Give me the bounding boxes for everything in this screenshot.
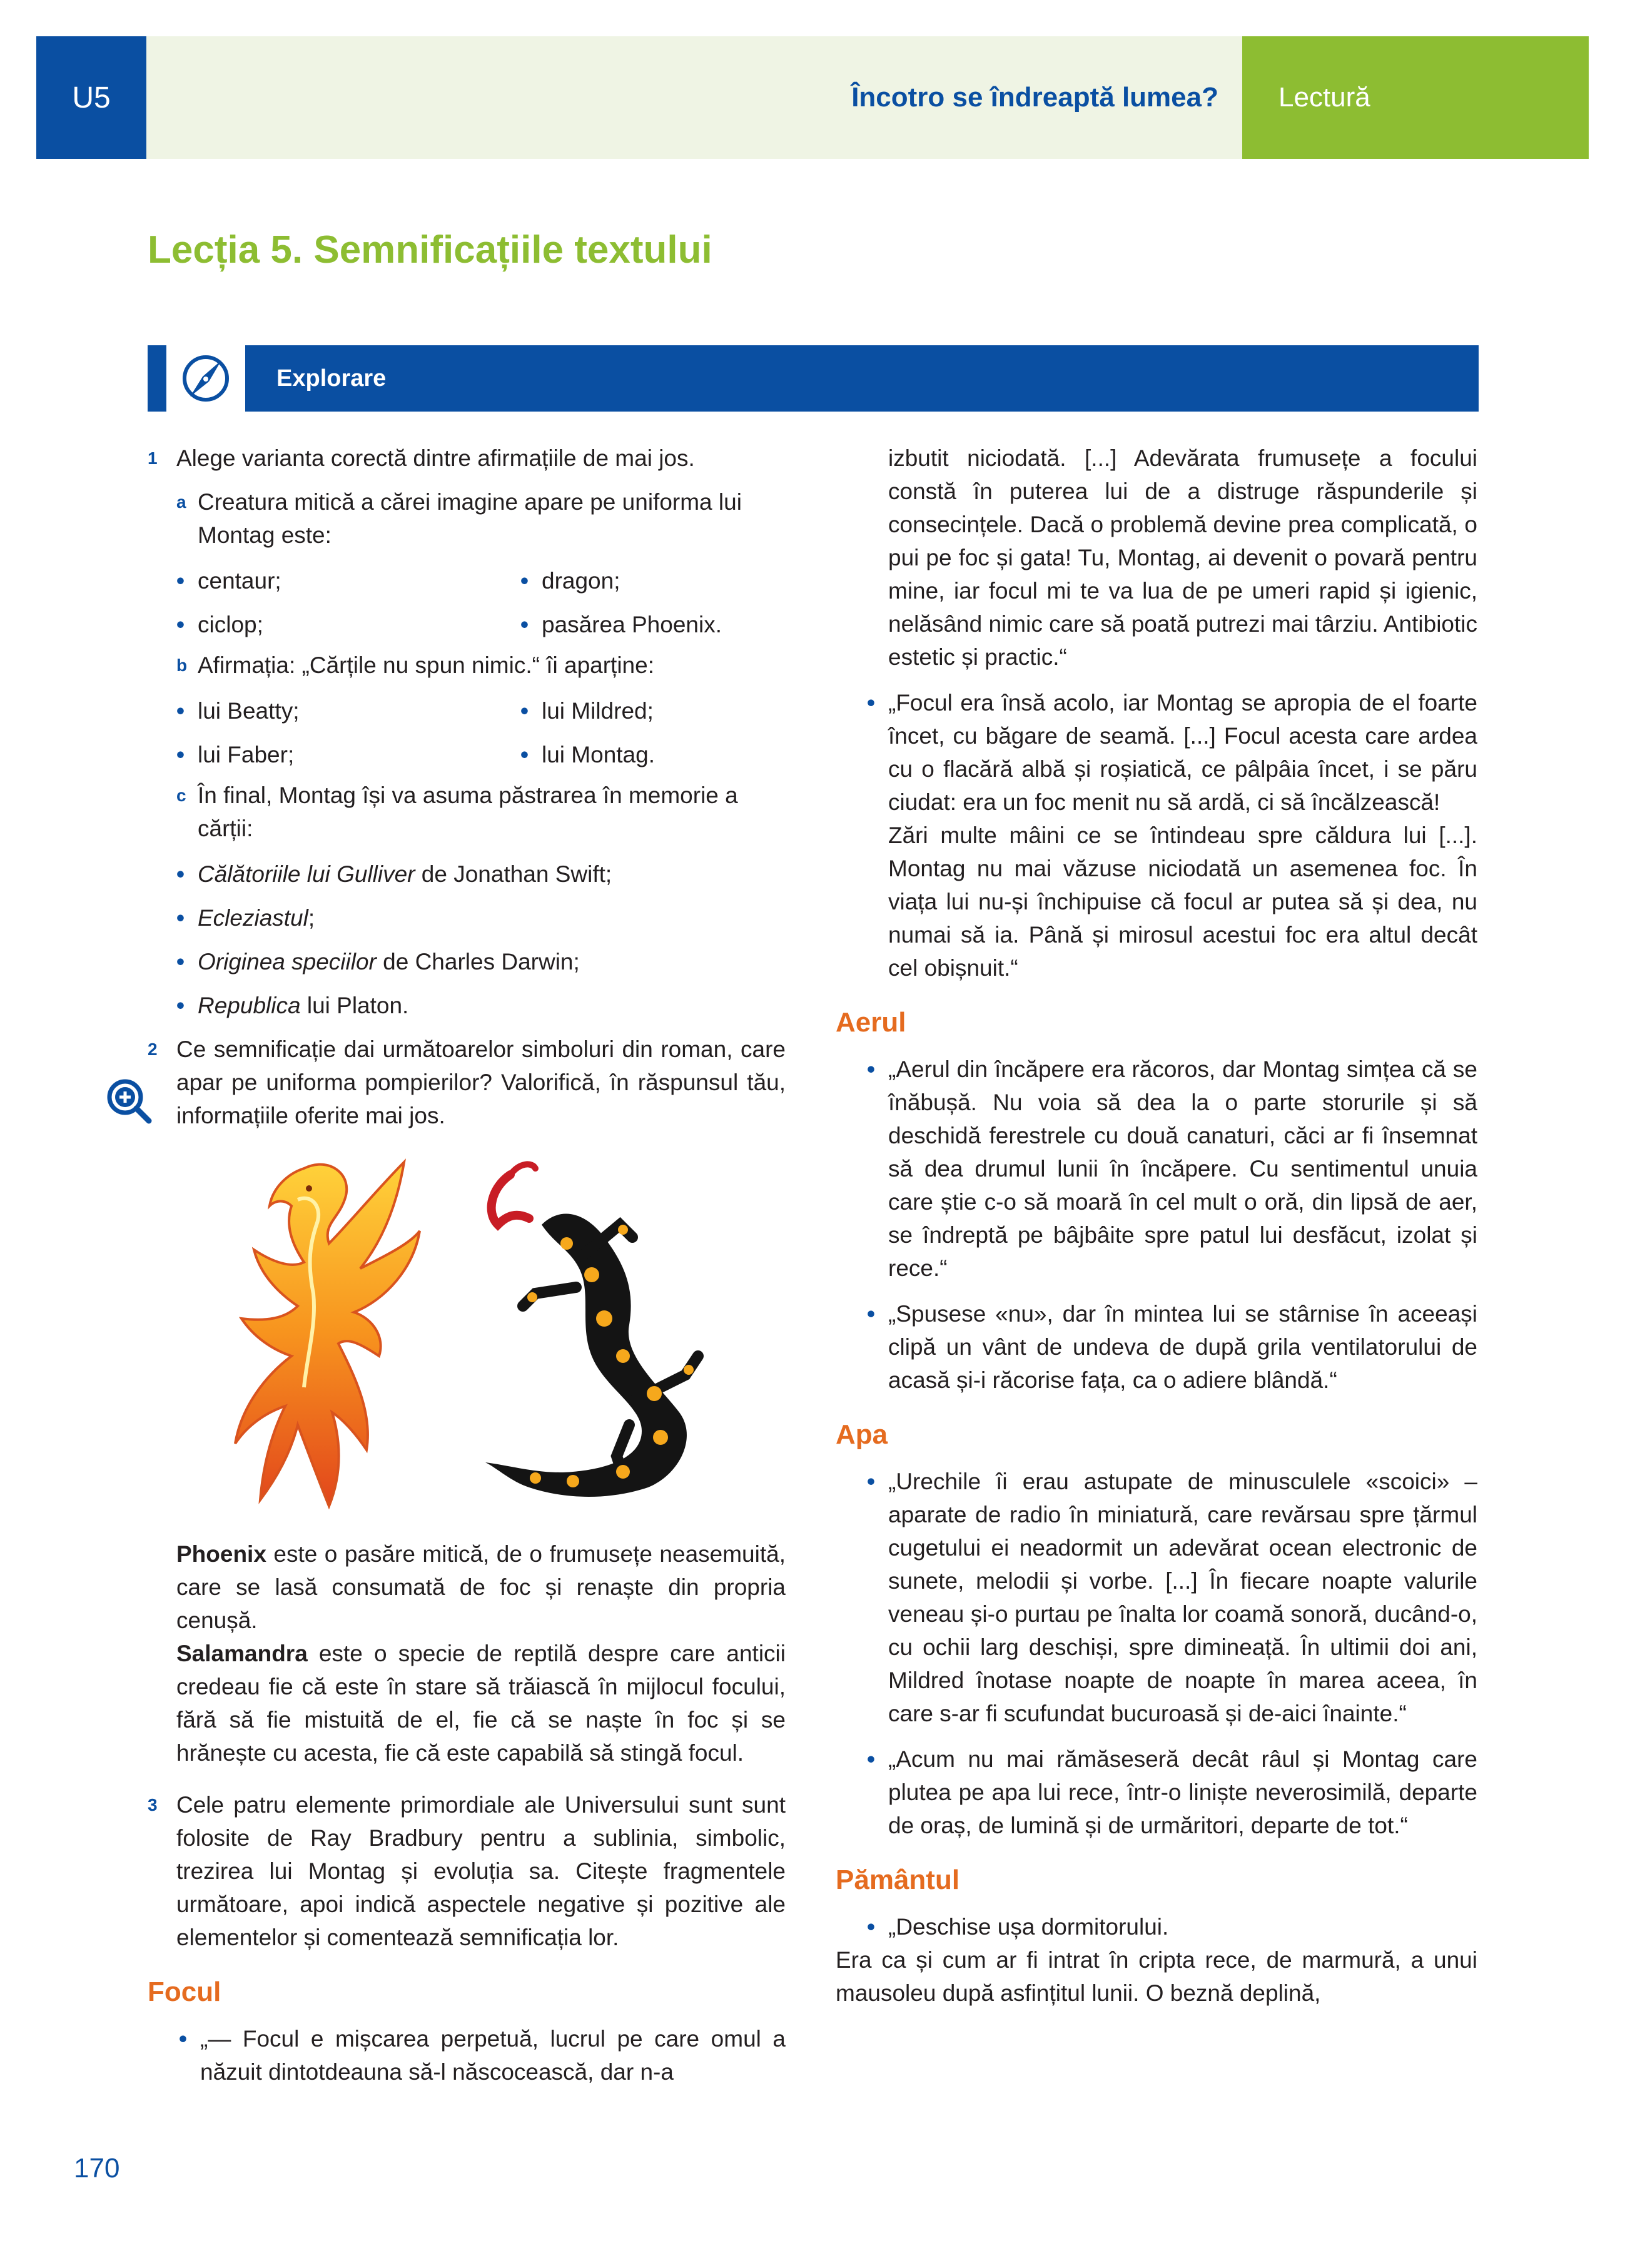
section-label: Lectură — [1278, 82, 1370, 113]
book-author: de Jonathan Swift; — [415, 861, 612, 887]
explore-icon-area — [166, 345, 245, 412]
question-2 — [148, 1033, 786, 1132]
question-text: Cele patru elemente primordiale ale Universului sunt sunt folosite de Ray Bradbury pentru a sublinia, simbolic, trezirea lui Montag și evoluția sa. Citește fragmentele următoare, apoi indică aspectele negative și pozitive ale elementelor și comentează semnificația lor. — [176, 1792, 786, 1950]
subquestion-text: Creatura mitică a cărei imagine apare pe uniforma lui Montag este: — [198, 489, 742, 548]
compass-icon — [166, 345, 245, 412]
question-1b — [148, 649, 786, 682]
option[interactable]: • lui Mildred; — [492, 694, 786, 727]
question-3 — [148, 1788, 786, 1954]
page-header — [36, 36, 1589, 159]
page-number: 170 — [74, 2153, 120, 2184]
focul-quote-1-start: • „— Focul e mișcarea perpetuă, lucrul pe care omul a năzuit dintotdeauna să-l născocească, dar n-a — [148, 2022, 786, 2088]
question-1c — [148, 779, 786, 845]
explore-label: Explorare — [276, 365, 387, 392]
subquestion-letter: c — [176, 786, 186, 805]
subquestion-text: În final, Montag își va asuma păstrarea în memorie a cărții: — [198, 782, 738, 841]
pamantul-quote-1: • „Deschise ușa dormitorului. — [836, 1910, 1477, 1943]
focul-quote-2-part-2: Zări multe mâini ce se întindeau spre căldura lui [...]. Montag nu mai văzuse niciodată un asemenea foc. În viața lui nu-și închipuise că focul ar putea să și dea, nu numai să ia. Până și mirosul acestui foc era altul decât cel obișnuit.“ — [888, 823, 1477, 981]
aerul-quote-2: • „Spusese «nu», dar în mintea lui se stârnise în aceeași clipă un vânt de undeva de după grila ventilatorului de acasă și-i răcorise fața, ca o adiere blândă.“ — [836, 1297, 1477, 1397]
focul-quote-1-continued: izbutit niciodată. [...] Adevărata frumusețe a focului constă în puterea lui de a distruge răspunderile și consecințele. Dacă o problemă devine prea complicată, o pui pe foc și gata! Tu, Montag, ai devenit o povară pentru mine, iar focul mi te va lua de pe umeri rapid și igienic, nelăsând nimic care să poată putrezi mai târziu. Antibiotic estetic și practic.“ — [888, 445, 1477, 670]
question-1a — [148, 485, 786, 552]
focul-quote-2 — [836, 686, 1477, 985]
right-column — [836, 442, 1477, 2010]
book-author: ; — [308, 905, 315, 931]
zoom-in-icon[interactable] — [104, 1076, 154, 1126]
aerul-quote-1: • „Aerul din încăpere era răcoros, dar Montag simțea că se înăbușă. Nu voia să dea la o parte storurile și să deschidă ferestrele cu două canaturi, căci ar fi însemnat să dea drumul lunii în încăpere. Cu sentimentul unuia care știe c-o să moară în cel mult o oră, din lipsă de aer, se îndreptă pe bâjbâite spre patul lui desfăcut, izolat și rece.“ — [836, 1053, 1477, 1285]
phoenix-text: este o pasăre mitică, de o frumusețe neasemuită, care se lasă consumată de foc și renaște din propria cenușă. — [176, 1541, 786, 1633]
option[interactable]: • lui Beatty; — [148, 694, 492, 727]
question-1 — [148, 442, 786, 475]
symbol-images — [148, 1150, 786, 1512]
option[interactable] — [148, 945, 786, 978]
option[interactable]: • lui Montag. — [492, 738, 786, 771]
explore-label-band — [245, 345, 1479, 412]
option[interactable] — [148, 989, 786, 1022]
pamantul-continuation: Era ca și cum ar fi intrat în cripta rece, de marmură, a unui mausoleu după asfințitul lunii. O beznă deplină, — [836, 1947, 1477, 2006]
phoenix-term: Phoenix — [176, 1541, 266, 1567]
question-number: 2 — [148, 1040, 158, 1059]
subquestion-letter: b — [176, 656, 188, 675]
chapter-title: Încotro se îndreaptă lumea? — [851, 82, 1218, 113]
option[interactable]: • pasărea Phoenix. — [492, 608, 786, 641]
unit-badge: U5 — [36, 36, 146, 159]
options-1a — [148, 564, 786, 641]
lesson-title: Lecția 5. Semnificațiile textului — [148, 228, 712, 271]
focul-quote-2-part-1: • „Focul era însă acolo, iar Montag se apropia de el foarte încet, cu băgare de seamă. [...] Focul acesta care ardea cu o flacără albă și roșiatică, ce pâlpâia încet, i se păru ciudat: era un foc menit nu să ardă, ci să încălzească! — [888, 690, 1477, 815]
options-1c — [148, 858, 786, 1022]
phoenix-illustration — [198, 1150, 429, 1512]
book-title: Republica — [198, 993, 301, 1018]
book-author: de Charles Darwin; — [376, 949, 580, 975]
option[interactable]: • centaur; — [148, 564, 492, 597]
explore-banner — [148, 345, 1479, 412]
book-author: lui Platon. — [300, 993, 409, 1018]
salamander-text: este o specie de reptilă despre care anticii credeau fie că este în stare să trăiască în mijlocul focului, fără să fie mistuită de el, fie că se naște în foc și se hrănește cu acesta, fie că este capabilă să stingă focul. — [176, 1641, 786, 1766]
heading-focul: Focul — [148, 1977, 221, 2007]
option[interactable] — [148, 901, 786, 934]
question-text: Alege varianta corectă dintre afirmațiile de mai jos. — [176, 445, 695, 471]
option[interactable]: • lui Faber; — [148, 738, 492, 771]
book-title: Originea speciilor — [198, 949, 377, 975]
question-number: 3 — [148, 1795, 158, 1815]
question-text: Ce semnificație dai următoarelor simboluri din roman, care apar pe uniforma pompierilor? Valorifică, în răspunsul tău, informațiile oferite mai jos. — [176, 1036, 786, 1128]
heading-pamantul: Pământul — [836, 1865, 960, 1895]
section-tab — [1242, 36, 1589, 159]
salamander-term: Salamandra — [176, 1641, 308, 1666]
subquestion-text: Afirmația: „Cărțile nu spun nimic.“ îi aparține: — [198, 652, 654, 678]
book-title: Ecleziastul — [198, 905, 308, 931]
left-column — [148, 442, 786, 2101]
heading-aerul: Aerul — [836, 1007, 906, 1038]
option[interactable]: • dragon; — [492, 564, 786, 597]
apa-quote-2: • „Acum nu mai rămăseseră decât râul și Montag care plutea pe apa lui rece, într-o liniște neverosimilă, departe de oraș, de lumină și de urmăritori, departe de tot.“ — [836, 1743, 1477, 1842]
heading-apa: Apa — [836, 1419, 888, 1450]
subquestion-letter: a — [176, 492, 186, 512]
question-number: 1 — [148, 448, 158, 468]
option[interactable] — [148, 858, 786, 891]
header-title-band — [146, 36, 1242, 159]
explore-banner-stripe — [148, 345, 166, 412]
options-1b — [148, 694, 786, 771]
apa-quote-1: • „Urechile îi erau astupate de minusculele «scoici» – aparate de radio în miniatură, care revărsau spre țărmul cugetului ei neadormit un adevărat ocean electronic de sunete, melodii și vorbe. [...] În fiecare noapte valurile veneau și-o purtau pe înalta lor coamă sonoră, ducând-o, cu ochii larg deschiși, spre dimineață. În ultimii doi ani, Mildred înotase noapte de noapte în marea aceea, în care s-ar fi scufundat bucuroasă și de-aici înainte.“ — [836, 1465, 1477, 1730]
option[interactable]: • ciclop; — [148, 608, 492, 641]
book-title: Călătoriile lui Gulliver — [198, 861, 415, 887]
salamander-definition — [148, 1637, 786, 1769]
salamander-illustration — [473, 1150, 742, 1525]
phoenix-definition — [148, 1537, 786, 1637]
